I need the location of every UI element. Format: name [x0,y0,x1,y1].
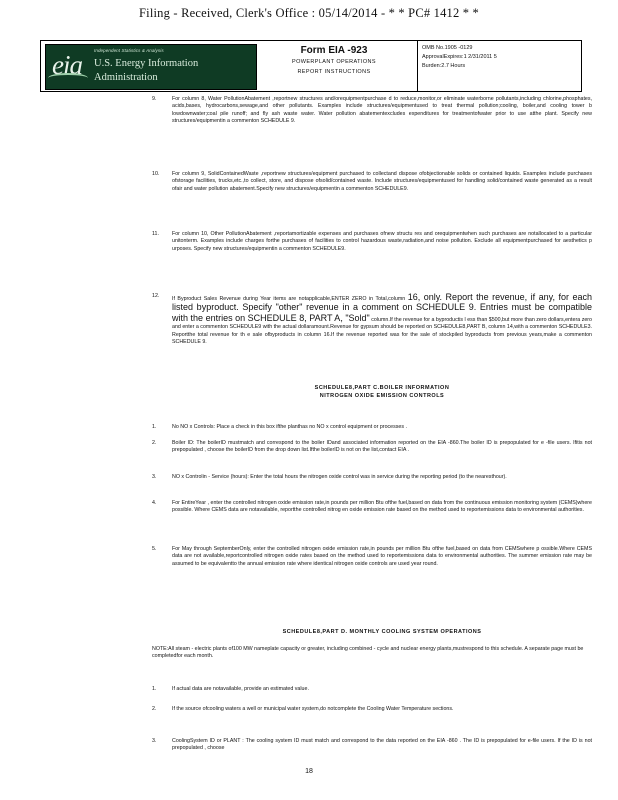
list-item: 9. For column 8, Water PollutionAbatement ,reportnew structures and/orequipmentpurchase d to reduce,monitor,or eliminate waterborne pollutants,including chlorine,phosphates, acids,bases, hydrocarbons,sewage,and other pollutants. Examples include structures/equipmentused to treat thermal pollution;cooling, boiler,and cooling tower b lowdownwater;coal pile runoff; and fly ash waste water. Water pollution abatementexcludes expenditures for treatmentofwater prior to use atthe plant. Specify new structures/equipmentin a commenton SCHEDULE 9. [152,96,592,125]
section-heading-d: SCHEDULE8,PART D. MONTHLY COOLING SYSTEM OPERATIONS [282,629,482,635]
header-divider [417,41,418,91]
omb-approval: ApprovalExpires:1 2/31/2011 5 [422,54,497,60]
list-item: 3. CoolingSystem ID or PLANT : The cooling system ID must match and correspond to the data reported on the EIA -860 . The ID is prepopulated for e-file users. If the ID is not prepopulated , choose [152,738,592,752]
omb-burden: Burden:2.7 Hours [422,63,466,69]
logo-org-line1: U.S. Energy Information [94,58,199,69]
section-heading-c: SCHEDULE8,PART C.BOILER INFORMATION NITROGEN OXIDE EMISSION CONTROLS [314,385,450,399]
list-item: 4. For EntireYear , enter the controlled nitrogen oxide emission rate,in pounds per million Btu ofthe fuel,based on data from the continuous emission monitoring system (CEMS)where possible. Where CEMS data are notavailable, reportthe controlled nitrog en oxide emission rate based on the method used to reportemissions data to environmental authorities. [152,500,592,514]
form-title-block [259,45,409,76]
logo-org-line2: Administration [94,72,158,83]
form-title: Form EIA -923 [300,45,368,56]
list-item: 1. If actual data are notavailable, provide an estimated value. [152,686,309,692]
list-item: 1. No NO x Controls: Place a check in this box ifthe planthas no NO x control equipment or processes . [152,424,407,430]
list-item: 12. If Byproduct Sales Revenue during Year items are notapplicable,ENTER ZERO in Total,column 16, only. Report the revenue, if any, for each listed byproduct. Specify "other" revenue in a comment on SCHEDULE 9. Entries must be compatible with the entries on SCHEDULE 8, PART A, "Sold" column.If the revenue for a byproductis l ess than $500,but more than zero dollars,entera zero and enter a commenton SCHEDULE9 with the actual dollaramount.Revenue for gypsum should be reported on SCHEDULE8,PART B, column 14,with a commenton SCHEDULE3. Reportthe total revenue for th e sale ofbyproducts in column 16.If the revenue reported was for the sale of stockpiled byproducts from previous years,make a commenton SCHEDULE 9. [152,292,592,346]
logo-letters: eia [52,50,82,80]
list-item: 2. Boiler ID: The boilerID mustmatch and correspond to the boiler IDand associated information reported on the EIA -860.The boiler ID is prepopulated for e -file users. Ifitis not prepopulated , choose the boilerID from the drop down list.Ifthe boilerID is not on the list,contact EIA . [152,440,592,454]
schedule-note: NOTE:All steam - electric plants of100 MW nameplate capacity or greater, including combined - cycle and nuclear energy plants,mustrespond to this schedule. A separate page must be completedfor each month. [152,646,584,660]
form-subtitle-2: REPORT INSTRUCTIONS [297,69,371,75]
list-item: 10. For column 9, SolidContainedWaste ,reportnew structures/equipment purchased to collectand dispose ofobjectionable solids or contained liquids. Examples include purchases ofstorage facilities, trucks,etc.,to collect, store, and dispose ofsolid/contained waste. Include structures/equipmentused for handling solid/contained waste generated as a result ofair and water pollution abatement.Specify new structures/equipmentin a commenton SCHEDULE9. [152,171,592,192]
page-number: 18 [305,768,313,775]
form-subtitle-1: POWERPLANT OPERATIONS [292,59,376,65]
omb-number: OMB No.1905 -0129 [422,45,473,51]
list-item: 3. NO x Controlin - Service (hours): Enter the total hours the nitrogen oxide control was in service during the reporting period (to the nearesthour). [152,474,507,480]
logo-swoosh-icon [48,73,88,83]
filing-header: Filing - Received, Clerk's Office : 05/14/2014 - * * PC# 1412 * * [139,6,479,20]
list-item: 11. For column 10, Other PollutionAbatement ,reportamortizable expenses and purchases ofnew structu res and orequipmentwhen such purchases are notallocated to a particular unitonterm. Examples include charges forthe purchases of facilities to control hazardous waste,radiation,and noise pollution. Exclude all equipmentpurchased for aesthetics p urposes. Specify new structures/equipmentin a commenton SCHEDULE9. [152,231,592,252]
list-item: 5. For May through SeptemberOnly, enter the controlled nitrogen oxide emission rate,in pounds per million Btu ofthe fuel,based on data from CEMSwhere p ossible.Where CEMS data are not available,reportcontrolled nitrogen oxide rates based on the method used to reportemissions data to environmental authorities. The summer emission rate may be assumed to be equivalentto the annual emission rate where identical nitrogen oxide controls are used year round. [152,546,592,567]
logo-tagline: Independent Statistics & Analysis [94,48,164,53]
list-item: 2. If the source ofcooling waters a well or municipal water system,do notcomplete the Cooling Water Temperature sections. [152,706,454,712]
form-header-box [40,40,582,92]
omb-block [422,44,497,71]
eia-logo [45,44,257,90]
